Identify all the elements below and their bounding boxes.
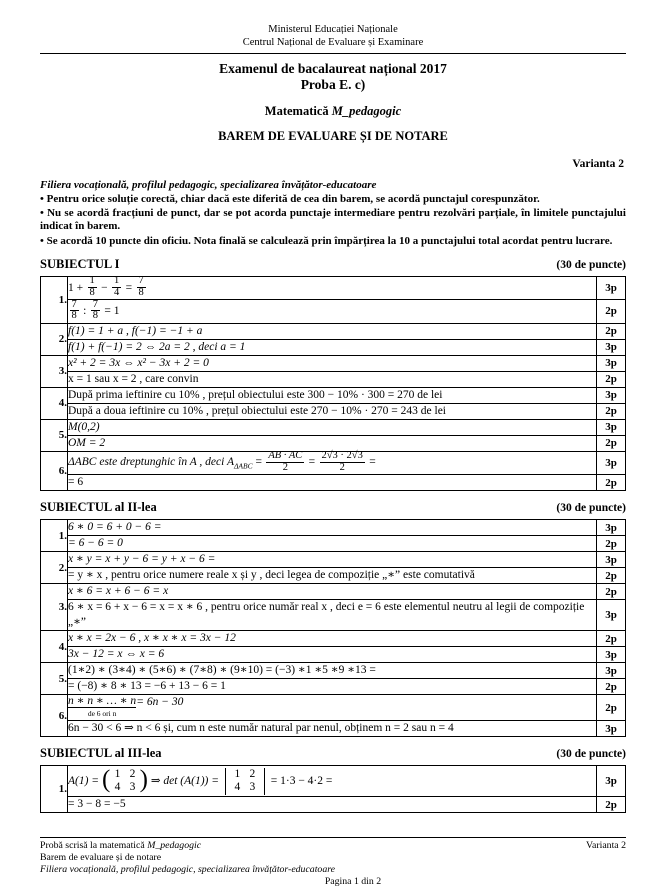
footer-varianta: Varianta 2 (586, 840, 626, 851)
row-number: 4. (41, 387, 68, 419)
math-expression: $\frac{7}{8}$ : $\frac{7}{8}$ = 1 (71, 298, 120, 322)
underbrace-group: n ∗ n ∗ … ∗ n de 6 ori n (68, 695, 137, 719)
points-cell: 2p (597, 323, 626, 339)
table-row (41, 797, 626, 813)
table-row (41, 679, 626, 695)
barem-table-subiectul-3 (40, 765, 626, 813)
varianta-label: Varianta 2 (572, 158, 624, 170)
fraction: $\frac{7}{8}$ (92, 298, 98, 322)
table-row (41, 355, 626, 371)
table-row (41, 600, 626, 631)
table-row (41, 721, 626, 737)
row-number: 2. (41, 323, 68, 355)
section-header-3 (40, 746, 626, 761)
row-content (68, 451, 597, 474)
exam-subtitle: Proba E. c) (300, 77, 366, 92)
barem-table-subiectul-2 (40, 519, 626, 737)
points-cell: 3p (597, 663, 626, 679)
points-cell: 2p (597, 403, 626, 419)
section-points-2: (30 de puncte) (556, 502, 626, 515)
fraction: $\frac{1}{8}$ (89, 275, 95, 299)
row-content: (1∗2) ∗ (3∗4) ∗ (5∗6) ∗ (7∗8) ∗ (9∗10) = (−3) ∗1 ∗5 ∗9 ∗13 = (68, 663, 597, 679)
row-content (68, 766, 597, 797)
footer-row-1 (40, 840, 626, 852)
points-cell: 2p (597, 695, 626, 721)
math-expression: n ∗ n ∗ … ∗ n de 6 ori n = 6n − 30 (68, 695, 184, 719)
table-row (41, 435, 626, 451)
points-cell: 2p (597, 371, 626, 387)
row-content: x = 1 sau x = 2 , care convin (68, 371, 597, 387)
table-row (41, 387, 626, 403)
table-row (41, 536, 626, 552)
fraction: $\frac{7}{8}$ (138, 275, 144, 299)
row-content: x ∗ x = 2x − 6 , x ∗ x ∗ x = 3x − 12 (68, 631, 597, 647)
points-cell: 2p (597, 475, 626, 491)
table-row (41, 371, 626, 387)
table-row (41, 403, 626, 419)
points-cell: 3p (597, 451, 626, 474)
row-content: = 3 − 8 = −5 (68, 797, 597, 813)
points-cell: 2p (597, 631, 626, 647)
row-number: 3. (41, 355, 68, 387)
section-title-2: SUBIECTUL al II-lea (40, 500, 157, 515)
row-content: x ∗ y = x + y − 6 = y + x − 6 = (68, 552, 597, 568)
section-title-1: SUBIECTUL I (40, 256, 120, 271)
ministry-header (40, 24, 626, 49)
row-number: 2. (41, 552, 68, 584)
barem-table-subiectul-1 (40, 276, 626, 491)
row-number: 1. (41, 520, 68, 552)
points-cell: 3p (597, 647, 626, 663)
section-points-3: (30 de puncte) (556, 748, 626, 761)
fraction: $\frac{AB \cdot AC}{2}$ (268, 450, 303, 473)
table-row (41, 419, 626, 435)
header-divider (40, 53, 626, 54)
fraction: $\frac{7}{8}$ (71, 298, 77, 322)
row-content: 3x − 12 = x ⇔ x = 6 (68, 647, 597, 663)
points-cell: 3p (597, 552, 626, 568)
row-number: 5. (41, 419, 68, 451)
points-cell: 2p (597, 435, 626, 451)
row-content: = 6 − 6 = 0 (68, 536, 597, 552)
table-row (41, 663, 626, 679)
section-points-1: (30 de puncte) (556, 258, 626, 271)
row-content (68, 695, 597, 721)
points-cell: 2p (597, 300, 626, 323)
math-expression: A(1) = ( 1 2 4 3 ) ⇒ det (A(1)) = 1 2 4 3 = 1·3 − 4·2 = (68, 766, 333, 794)
table-row (41, 568, 626, 584)
points-cell: 3p (597, 520, 626, 536)
barem-title: BAREM DE EVALUARE ȘI DE NOTARE (218, 129, 448, 143)
points-cell: 2p (597, 584, 626, 600)
footer-page-number: Pagina 1 din 2 (324, 876, 382, 887)
table-row (41, 584, 626, 600)
row-content: x ∗ 6 = x + 6 − 6 = x (68, 584, 597, 600)
row-content: 6n − 30 < 6 ⇒ n < 6 și, cum n este număr natural par nenul, obținem n = 2 sau n = 4 (68, 721, 597, 737)
points-cell: 3p (597, 355, 626, 371)
row-number: 4. (41, 631, 68, 663)
row-content: = (−8) ∗ 8 ∗ 13 = −6 + 13 − 6 = 1 (68, 679, 597, 695)
fraction: $\frac{2√3 \cdot 2√3}{2}$ (321, 450, 363, 473)
table-row (41, 631, 626, 647)
row-number: 1. (41, 276, 68, 323)
points-cell: 2p (597, 568, 626, 584)
row-number: 1. (41, 766, 68, 813)
points-cell: 3p (597, 766, 626, 797)
footer-divider (40, 837, 626, 838)
footer-exam-label: Probă scrisă la matematică M_pedagogic (40, 840, 202, 851)
row-content: După a doua ieftinire cu 10% , prețul obiectului este 270 − 10% · 270 = 243 de lei (68, 403, 597, 419)
intro-bullet-3: • Se acordă 10 puncte din oficiu. Nota finală se calculează prin împărțirea la 10 a punctajului total acordat pentru lucrare. (40, 234, 613, 247)
row-number: 6. (41, 695, 68, 737)
points-cell: 3p (597, 276, 626, 299)
ministry-line-2: Centrul Național de Evaluare și Examinare (242, 36, 424, 48)
points-cell: 3p (597, 387, 626, 403)
row-content: f(1) = 1 + a , f(−1) = −1 + a (68, 323, 597, 339)
footer-barem-label: Barem de evaluare și de notare (40, 852, 162, 863)
points-cell: 2p (597, 679, 626, 695)
row-content: f(1) + f(−1) = 2 ⇔ 2a = 2 , deci a = 1 (68, 339, 597, 355)
section-title-3: SUBIECTUL al III-lea (40, 746, 162, 761)
row-content: 6 ∗ x = 6 + x − 6 = x = x ∗ 6 , pentru orice număr real x , deci e = 6 este elementul neutru al legii de compoziție „∗” (68, 600, 597, 631)
row-number: 5. (41, 663, 68, 695)
points-cell: 3p (597, 419, 626, 435)
subject-name: M_pedagogic (331, 104, 402, 118)
matrix: ( 1 2 4 3 ) (101, 766, 148, 794)
row-content: OM = 2 (68, 435, 597, 451)
table-row (41, 323, 626, 339)
table-row (41, 300, 626, 323)
section-header-2 (40, 500, 626, 515)
subject-prefix: Matematică (264, 104, 332, 118)
section-header-1 (40, 257, 626, 272)
row-content: 6 ∗ 0 = 6 + 0 − 6 = (68, 520, 597, 536)
intro-bullet-2: • Nu se acordă fracțiuni de punct, dar se pot acorda punctaje intermediare pentru rezolvări parțiale, în limitele punctajului indicat în barem. (40, 207, 626, 233)
fraction: $\frac{1}{4}$ (114, 275, 120, 299)
exam-title: Examenul de bacalaureat național 2017 (219, 61, 447, 76)
row-content: = y ∗ x , pentru orice numere reale x și y , deci legea de compoziție „∗” este comutativă (68, 568, 597, 584)
footer-filiera: Filiera vocațională, profilul pedagogic, specializarea învățător-educatoare (40, 864, 336, 875)
table-row (41, 475, 626, 491)
table-row (41, 766, 626, 797)
math-expression: ΔABC este dreptunghic în A , deci $A_{\Delta ABC}$ = $\frac{AB \cdot AC}{2}$ = $\frac{2√3 \cdot 2√3}{2}$ = (68, 450, 376, 473)
row-content: = 6 (68, 475, 597, 491)
math-expression: 1 + $\frac{1}{8}$ − $\frac{1}{4}$ = $\frac{7}{8}$ (68, 275, 144, 299)
table-row (41, 339, 626, 355)
row-content: M(0,2) (68, 419, 597, 435)
points-cell: 3p (597, 339, 626, 355)
filiera-line: Filiera vocațională, profilul pedagogic, specializarea învățător-educatoare (40, 179, 377, 191)
points-cell: 3p (597, 600, 626, 631)
points-cell: 2p (597, 797, 626, 813)
ministry-line-1: Ministerul Educației Naționale (268, 24, 398, 35)
row-number: 6. (41, 451, 68, 490)
table-row (41, 276, 626, 299)
table-row (41, 552, 626, 568)
table-row (41, 695, 626, 721)
page-footer (40, 837, 626, 888)
table-row (41, 647, 626, 663)
table-row (41, 451, 626, 474)
points-cell: 2p (597, 536, 626, 552)
row-content: x² + 2 = 3x ⇔ x² − 3x + 2 = 0 (68, 355, 597, 371)
points-cell: 3p (597, 721, 626, 737)
determinant: 1 2 4 3 (223, 768, 267, 794)
row-content (68, 300, 597, 323)
subject-line (40, 104, 626, 119)
intro-bullet-1: • Pentru orice soluție corectă, chiar dacă este diferită de cea din barem, se acordă punctajul corespunzător. (40, 193, 540, 205)
row-content (68, 276, 597, 299)
table-row (41, 520, 626, 536)
row-number: 3. (41, 584, 68, 631)
row-content: După prima ieftinire cu 10% , prețul obiectului este 300 − 10% · 300 = 270 de lei (68, 387, 597, 403)
